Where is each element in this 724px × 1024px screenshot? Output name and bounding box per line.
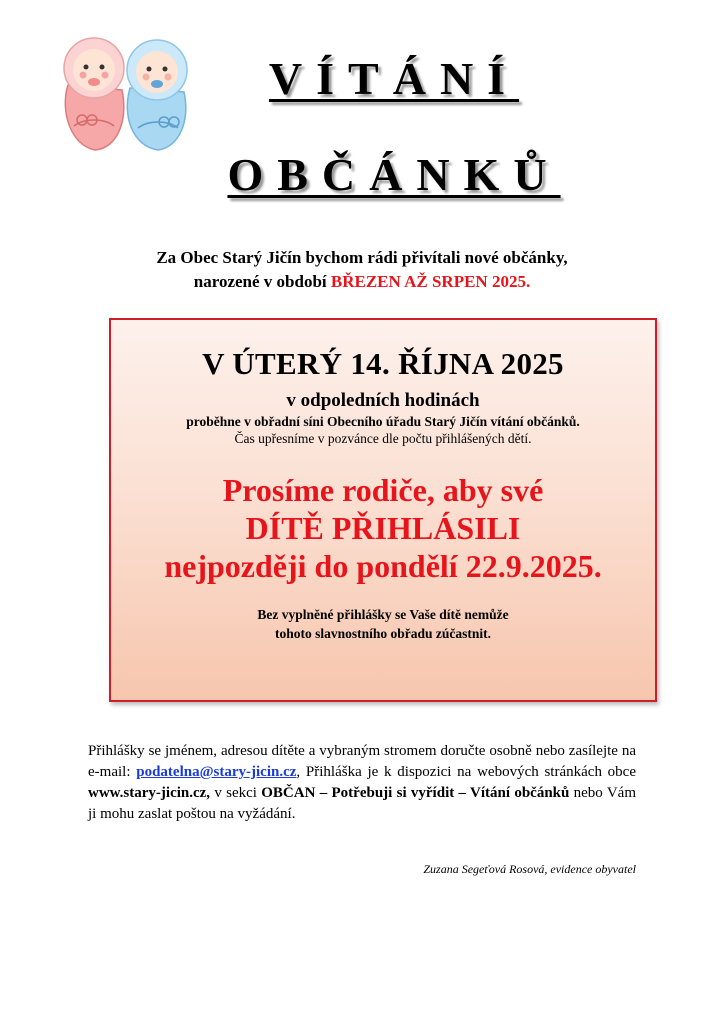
- info-text-3: v sekci: [210, 785, 262, 801]
- pink-baby-icon: [64, 38, 124, 150]
- intro-line-1: Za Obec Starý Jičín bychom rádi přivítali nové občánky,: [156, 248, 568, 267]
- event-time-note: Čas upřesníme v pozvánce dle počtu přihlášených dětí.: [234, 431, 532, 446]
- title-line-1: VÍTÁNÍ: [268, 53, 520, 104]
- registration-plea: [111, 471, 655, 585]
- blue-baby-icon: [127, 40, 187, 150]
- event-location: proběhne v obřadní síni Obecního úřadu Starý Jičín vítání občánků.: [186, 414, 580, 429]
- intro-text: [60, 246, 664, 294]
- intro-period-highlight: BŘEZEN AŽ SRPEN 2025.: [330, 272, 531, 291]
- event-date: V ÚTERÝ 14. ŘÍJNA 2025: [202, 346, 564, 381]
- intro-line-2: [60, 270, 664, 294]
- registration-info-paragraph: [88, 741, 636, 825]
- info-text-4: nebo Vám ji mohu zaslat poštou na vyžádání.: [88, 785, 636, 822]
- email-link[interactable]: podatelna@stary-jicin.cz: [136, 764, 297, 780]
- plea-line-2: DÍTĚ PŘIHLÁSILI: [245, 510, 521, 546]
- info-text-2: , Přihláška je k dispozici na webových stránkách obce: [296, 764, 637, 780]
- section-path-text: OBČAN – Potřebuji si vyřídit – Vítání občánků: [261, 785, 570, 801]
- intro-line-2-prefix: narozené v období: [193, 272, 331, 291]
- title-line-2: OBČÁNKŮ: [227, 149, 561, 200]
- plea-line-1: Prosíme rodiče, aby své: [222, 472, 544, 508]
- note-line-2: tohoto slavnostního obřadu zúčastnit.: [274, 626, 492, 641]
- event-panel: [109, 318, 657, 702]
- note-line-1: Bez vyplněné přihlášky se Vaše dítě nemůže: [257, 607, 509, 622]
- swaddled-babies-illustration: [50, 30, 200, 155]
- registration-note: [111, 605, 655, 643]
- website-text: www.stary-jicin.cz,: [88, 785, 211, 801]
- info-text-1: Přihlášky se jménem, adresou dítěte a vybraným stromem doručte osobně nebo zasílejte na e-mail:: [88, 743, 636, 780]
- event-afternoon: v odpoledních hodinách: [286, 390, 480, 411]
- plea-line-3: nejpozději do pondělí 22.9.2025.: [164, 548, 602, 584]
- signature: Zuzana Segeťová Rosová, evidence obyvatel: [423, 862, 636, 876]
